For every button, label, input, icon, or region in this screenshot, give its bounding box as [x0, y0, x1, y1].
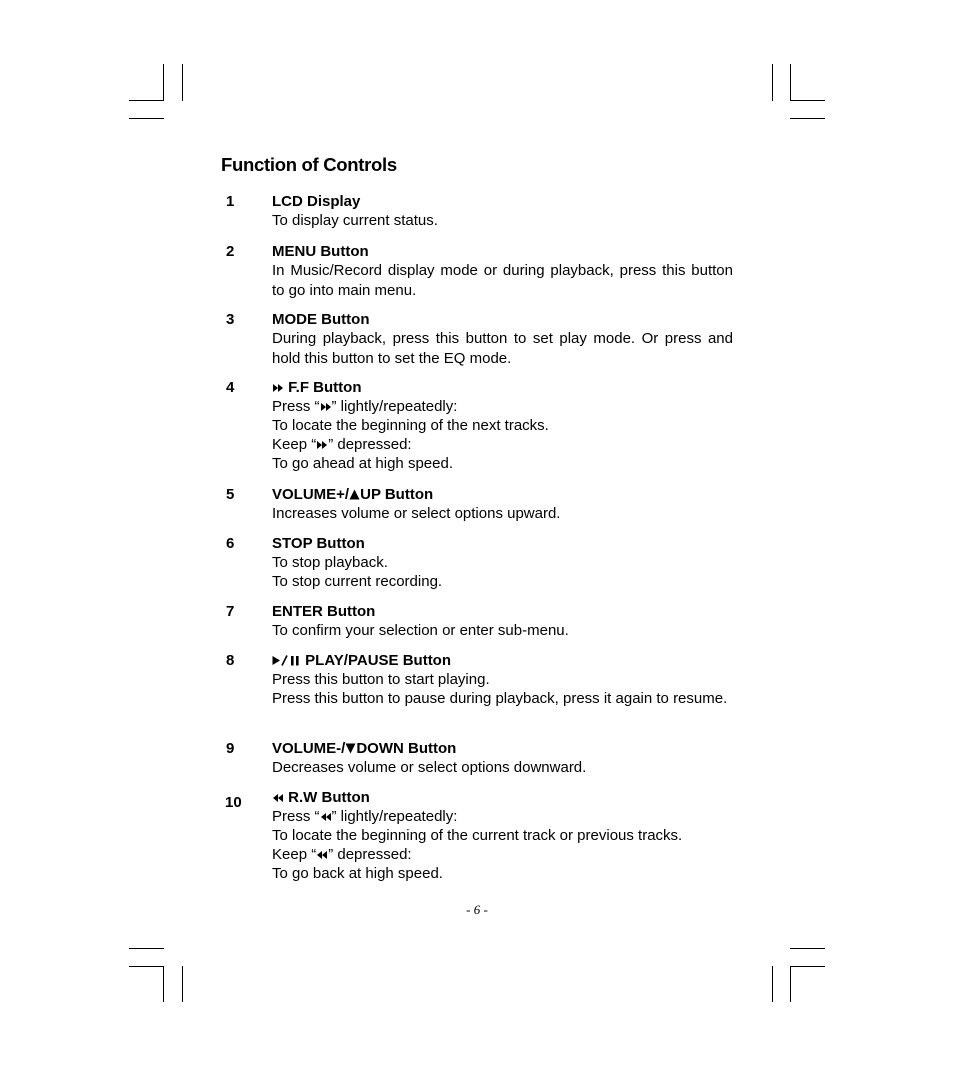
- crop-mark: [790, 966, 825, 967]
- fast-forward-icon: [272, 383, 284, 393]
- crop-mark: [129, 100, 164, 101]
- item-number: 1: [226, 193, 235, 210]
- crop-mark: [790, 100, 825, 101]
- item-number: 5: [226, 486, 235, 503]
- text-fragment: Press “: [272, 808, 320, 825]
- item-description: [272, 435, 733, 454]
- text-fragment: Keep “: [272, 436, 317, 453]
- item-number: 10: [225, 794, 242, 811]
- crop-mark: [772, 966, 773, 1002]
- text-fragment: Keep “: [272, 846, 317, 863]
- text-fragment: Press “: [272, 398, 320, 415]
- item-heading-text: F.F Button: [288, 379, 362, 396]
- item-number: 8: [226, 652, 235, 669]
- rewind-icon: [272, 793, 284, 803]
- crop-mark: [790, 966, 791, 1002]
- item-content: [272, 310, 733, 368]
- item-heading: [272, 788, 733, 807]
- item-number: 9: [226, 740, 235, 757]
- item-description: [272, 845, 733, 864]
- play-pause-icon: [272, 655, 301, 666]
- item-description: [272, 397, 733, 416]
- item-number: 7: [226, 603, 235, 620]
- item-description: To stop playback.: [272, 554, 388, 571]
- item-description: [272, 807, 733, 826]
- item-content: [272, 378, 733, 473]
- page-title: Function of Controls: [221, 154, 397, 175]
- triangle-down-icon: [345, 743, 356, 754]
- item-content: [272, 485, 733, 523]
- crop-mark: [182, 966, 183, 1002]
- item-heading: [272, 378, 733, 397]
- item-heading-text: R.W Button: [288, 789, 370, 806]
- crop-mark: [182, 64, 183, 101]
- item-number: 6: [226, 535, 235, 552]
- item-heading: STOP Button: [272, 535, 365, 552]
- item-heading: [272, 485, 733, 504]
- rewind-icon: [316, 850, 328, 860]
- text-fragment: ” depressed:: [328, 436, 412, 453]
- item-description: To locate the beginning of the next tracks.: [272, 417, 549, 434]
- item-description: Decreases volume or select options downward.: [272, 759, 587, 776]
- item-content: [272, 651, 733, 709]
- text-fragment: ” lightly/repeatedly:: [331, 808, 458, 825]
- item-heading-text: PLAY/PAUSE Button: [305, 652, 452, 669]
- item-content: [272, 534, 733, 591]
- text-fragment: ” lightly/repeatedly:: [331, 398, 458, 415]
- text-fragment: VOLUME+/: [272, 486, 350, 503]
- item-description: To confirm your selection or enter sub-menu.: [272, 622, 569, 639]
- fast-forward-icon: [316, 440, 328, 450]
- item-heading: [272, 651, 733, 670]
- crop-mark: [163, 966, 164, 1002]
- item-content: [272, 788, 733, 883]
- item-description: To go ahead at high speed.: [272, 455, 453, 472]
- rewind-icon: [320, 812, 332, 822]
- crop-mark: [790, 64, 791, 101]
- text-fragment: ” depressed:: [328, 846, 412, 863]
- item-description: Increases volume or select options upward.: [272, 505, 561, 522]
- item-number: 4: [226, 379, 235, 396]
- item-description: To display current status.: [272, 212, 438, 229]
- crop-mark: [129, 118, 164, 119]
- text-fragment: VOLUME-/: [272, 740, 346, 757]
- item-description: To go back at high speed.: [272, 865, 443, 882]
- crop-mark: [790, 118, 825, 119]
- item-description: Press this button to start playing.: [272, 671, 490, 688]
- item-content: [272, 242, 733, 300]
- item-number: 2: [226, 243, 235, 260]
- item-description: In Music/Record display mode or during playback, press this button to go into main menu.: [272, 262, 733, 299]
- triangle-up-icon: [349, 489, 360, 500]
- crop-mark: [772, 64, 773, 101]
- crop-mark: [129, 948, 164, 949]
- item-description: To stop current recording.: [272, 573, 443, 590]
- crop-mark: [790, 948, 825, 949]
- item-heading: MENU Button: [272, 243, 369, 260]
- item-heading: MODE Button: [272, 311, 370, 328]
- item-heading: ENTER Button: [272, 603, 376, 620]
- page-number: - 6 -: [466, 902, 488, 917]
- item-content: [272, 192, 733, 230]
- item-description: Press this button to pause during playback, press it again to resume.: [272, 690, 728, 707]
- text-fragment: DOWN Button: [356, 740, 457, 757]
- item-number: 3: [226, 311, 235, 328]
- crop-mark: [163, 64, 164, 101]
- item-description: During playback, press this button to set play mode. Or press and hold this button to set the EQ mode.: [272, 330, 733, 367]
- fast-forward-icon: [320, 402, 332, 412]
- item-content: [272, 602, 733, 640]
- item-heading: LCD Display: [272, 193, 361, 210]
- crop-mark: [129, 966, 164, 967]
- text-fragment: UP Button: [360, 486, 434, 503]
- item-description: To locate the beginning of the current track or previous tracks.: [272, 827, 683, 844]
- item-heading: [272, 739, 733, 758]
- item-content: [272, 739, 733, 777]
